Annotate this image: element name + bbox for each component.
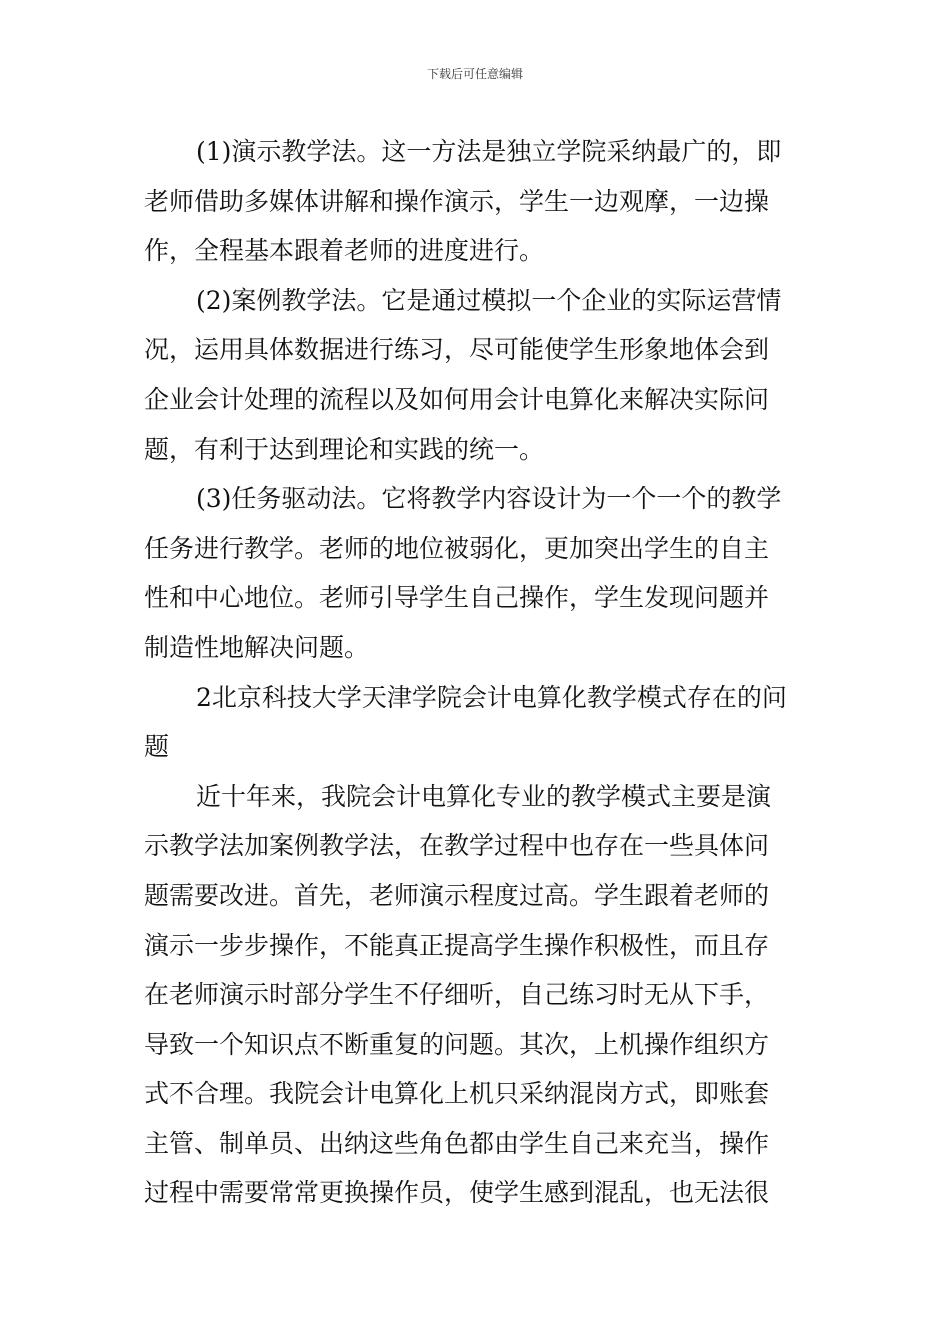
page-header: 下载后可任意编辑 xyxy=(426,67,523,81)
text-line: 题需要改进。首先，老师演示程度过高。学生跟着老师的 xyxy=(144,880,770,910)
text-line: (2)案例教学法。它是通过模拟一个企业的实际运营情 xyxy=(196,285,782,315)
text-line: 演示一步步操作，不能真正提高学生操作积极性，而且存 xyxy=(144,930,770,960)
text-line: 导致一个知识点不断重复的问题。其次，上机操作组织方 xyxy=(144,1029,770,1059)
text-line: 性和中心地位。老师引导学生自己操作，学生发现问题并 xyxy=(144,583,770,613)
text-line: 题，有利于达到理论和实践的统一。 xyxy=(144,434,545,464)
document-body xyxy=(144,127,806,1218)
text-line: 作，全程基本跟着老师的进度进行。 xyxy=(144,236,545,266)
text-line: (1)演示教学法。这一方法是独立学院采纳最广的，即 xyxy=(196,137,782,166)
text-line: 在老师演示时部分学生不仔细听，自己练习时无从下手， xyxy=(144,980,770,1010)
text-line: 主管、制单员、出纳这些角色都由学生自己来充当，操作 xyxy=(144,1128,770,1158)
text-line: 任务进行教学。老师的地位被弱化，更加突出学生的自主 xyxy=(144,533,770,563)
text-line: 示教学法加案例教学法，在教学过程中也存在一些具体问 xyxy=(144,831,770,861)
text-line: 制造性地解决问题。 xyxy=(144,632,370,662)
section-heading-line: 题 xyxy=(144,732,170,762)
section-heading-line: 2北京科技大学天津学院会计电算化教学模式存在的问 xyxy=(196,682,787,712)
text-line: 式不合理。我院会计电算化上机只采纳混岗方式，即账套 xyxy=(144,1079,770,1109)
text-line: 近十年来，我院会计电算化专业的教学模式主要是演 xyxy=(196,781,772,811)
text-line: 老师借助多媒体讲解和操作演示，学生一边观摩，一边操 xyxy=(144,186,770,216)
text-line: 况，运用具体数据进行练习，尽可能使学生形象地体会到 xyxy=(144,335,770,365)
text-line: (3)任务驱动法。它将教学内容设计为一个一个的教学 xyxy=(196,484,782,514)
text-line: 企业会计处理的流程以及如何用会计电算化来解决实际问 xyxy=(144,384,770,414)
text-line: 过程中需要常常更换操作员，使学生感到混乱，也无法很 xyxy=(144,1178,770,1208)
